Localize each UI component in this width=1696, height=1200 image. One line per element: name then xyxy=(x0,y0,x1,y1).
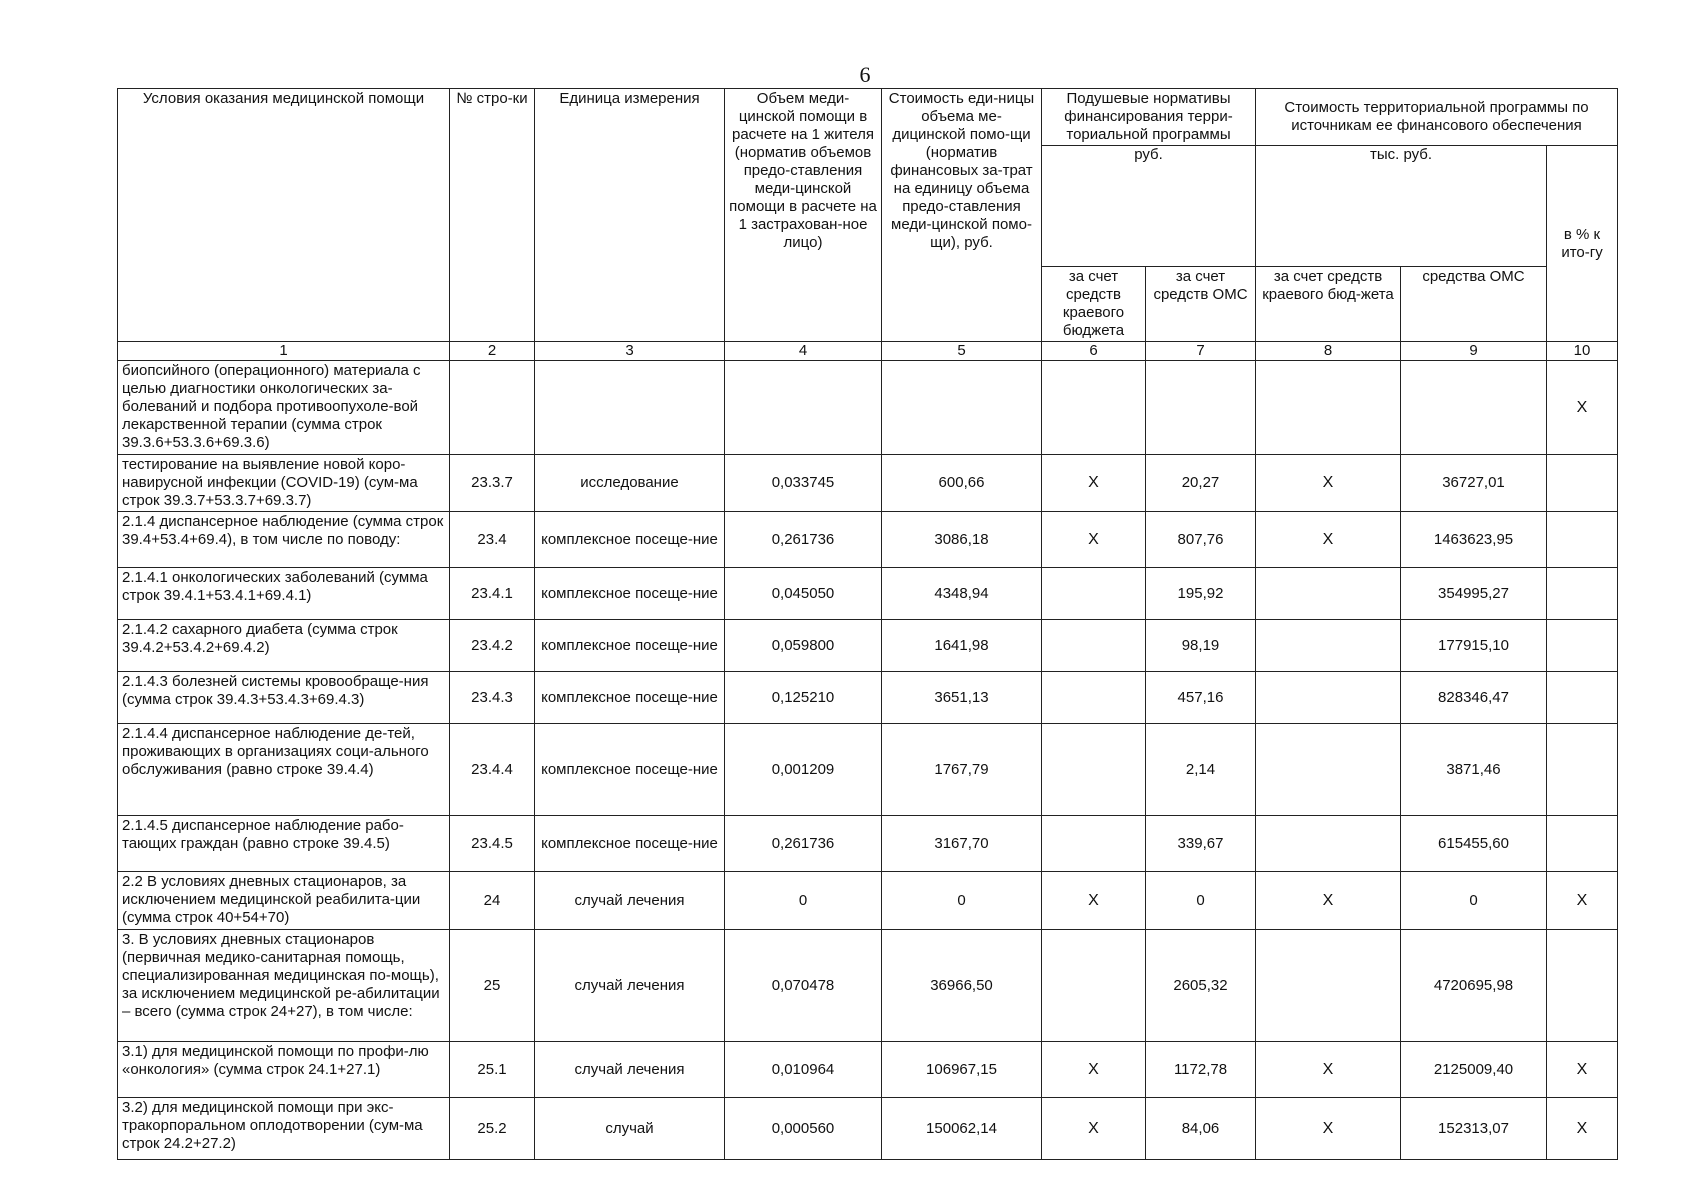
row-volume: 0,059800 xyxy=(725,620,882,672)
row-per-capita-budget xyxy=(1042,620,1146,672)
row-unit: комплексное посеще-ние xyxy=(535,620,725,672)
row-number: 25.1 xyxy=(450,1042,535,1098)
row-per-capita-oms: 98,19 xyxy=(1146,620,1256,672)
row-per-capita-budget xyxy=(1042,930,1146,1042)
row-condition: 2.2 В условиях дневных стационаров, за исключением медицинской реабилита-ции (сумма строк 40+54+70) xyxy=(118,872,450,930)
row-number: 23.4.3 xyxy=(450,672,535,724)
header-conditions: Условия оказания медицинской помощи xyxy=(118,89,450,342)
row-percent xyxy=(1547,930,1618,1042)
table-row xyxy=(118,724,1618,816)
row-unit: случай лечения xyxy=(535,1042,725,1098)
row-per-capita-budget: Х xyxy=(1042,872,1146,930)
row-cost-oms: 615455,60 xyxy=(1401,816,1547,872)
row-volume xyxy=(725,361,882,455)
row-unit-cost: 150062,14 xyxy=(882,1098,1042,1160)
row-per-capita-oms: 0 xyxy=(1146,872,1256,930)
row-volume: 0,261736 xyxy=(725,816,882,872)
row-per-capita-oms: 84,06 xyxy=(1146,1098,1256,1160)
table-row xyxy=(118,455,1618,512)
row-per-capita-oms: 2,14 xyxy=(1146,724,1256,816)
row-unit-cost: 3086,18 xyxy=(882,512,1042,568)
row-percent xyxy=(1547,620,1618,672)
header-cost-oms: средства ОМС xyxy=(1401,267,1547,342)
row-number: 23.4 xyxy=(450,512,535,568)
row-cost-budget xyxy=(1256,361,1401,455)
row-cost-oms: 828346,47 xyxy=(1401,672,1547,724)
row-per-capita-oms: 457,16 xyxy=(1146,672,1256,724)
row-unit-cost: 1641,98 xyxy=(882,620,1042,672)
row-condition: тестирование на выявление новой коро-навирусной инфекции (COVID-19) (сум-ма строк 39.3.7+53.3.7+69.3.7) xyxy=(118,455,450,512)
header-unit: Единица измерения xyxy=(535,89,725,342)
header-cost-budget: за счет средств краевого бюд-жета xyxy=(1256,267,1401,342)
row-condition: 3.1) для медицинской помощи по профи-лю «онкология» (сумма строк 24.1+27.1) xyxy=(118,1042,450,1098)
table-row xyxy=(118,672,1618,724)
column-number: 5 xyxy=(882,342,1042,361)
row-number: 23.4.4 xyxy=(450,724,535,816)
row-percent xyxy=(1547,512,1618,568)
column-number: 6 xyxy=(1042,342,1146,361)
header-row-number: № стро-ки xyxy=(450,89,535,342)
table-row xyxy=(118,568,1618,620)
row-per-capita-oms: 807,76 xyxy=(1146,512,1256,568)
column-number: 10 xyxy=(1547,342,1618,361)
row-unit-cost: 106967,15 xyxy=(882,1042,1042,1098)
row-unit: случай лечения xyxy=(535,930,725,1042)
column-number-row xyxy=(118,342,1618,361)
row-unit: исследование xyxy=(535,455,725,512)
row-cost-oms: 177915,10 xyxy=(1401,620,1547,672)
row-cost-oms: 2125009,40 xyxy=(1401,1042,1547,1098)
row-unit: случай xyxy=(535,1098,725,1160)
row-condition: 3.2) для медицинской помощи при экс-тракорпоральном оплодотворении (сум-ма строк 24.2+27.2) xyxy=(118,1098,450,1160)
row-cost-budget: Х xyxy=(1256,872,1401,930)
column-number: 4 xyxy=(725,342,882,361)
row-unit-cost: 4348,94 xyxy=(882,568,1042,620)
column-number: 1 xyxy=(118,342,450,361)
row-cost-oms: 4720695,98 xyxy=(1401,930,1547,1042)
header-per-capita-group: Подушевые нормативы финансирования терри-ториальной программы xyxy=(1042,89,1256,146)
header-per-capita-oms: за счет средств ОМС xyxy=(1146,267,1256,342)
row-unit-cost: 3167,70 xyxy=(882,816,1042,872)
row-per-capita-oms xyxy=(1146,361,1256,455)
row-number: 23.3.7 xyxy=(450,455,535,512)
table-header xyxy=(118,89,1618,361)
row-condition: 2.1.4.1 онкологических заболеваний (сумма строк 39.4.1+53.4.1+69.4.1) xyxy=(118,568,450,620)
table-row xyxy=(118,930,1618,1042)
row-number: 24 xyxy=(450,872,535,930)
row-cost-budget xyxy=(1256,620,1401,672)
row-per-capita-budget: Х xyxy=(1042,1042,1146,1098)
row-cost-budget xyxy=(1256,816,1401,872)
row-volume: 0,010964 xyxy=(725,1042,882,1098)
header-per-capita-unit: руб. xyxy=(1042,146,1256,267)
row-percent: Х xyxy=(1547,1098,1618,1160)
header-cost-group: Стоимость территориальной программы по источникам ее финансового обеспечения xyxy=(1256,89,1618,146)
column-number: 2 xyxy=(450,342,535,361)
table-row xyxy=(118,620,1618,672)
row-per-capita-budget xyxy=(1042,672,1146,724)
row-unit: комплексное посеще-ние xyxy=(535,816,725,872)
row-percent: Х xyxy=(1547,872,1618,930)
row-unit xyxy=(535,361,725,455)
row-per-capita-budget xyxy=(1042,724,1146,816)
row-per-capita-budget xyxy=(1042,361,1146,455)
row-unit-cost: 1767,79 xyxy=(882,724,1042,816)
header-volume: Объем меди-цинской помощи в расчете на 1 жителя (норматив объемов предо-ставления меди-цинской помощи в расчете на 1 застрахован-ное лицо) xyxy=(725,89,882,342)
row-number xyxy=(450,361,535,455)
row-unit-cost: 600,66 xyxy=(882,455,1042,512)
row-per-capita-oms: 20,27 xyxy=(1146,455,1256,512)
row-unit-cost xyxy=(882,361,1042,455)
row-condition: 2.1.4.4 диспансерное наблюдение де-тей, проживающих в организациях соци-ального обслуживания (равно строке 39.4.4) xyxy=(118,724,450,816)
row-cost-oms: 3871,46 xyxy=(1401,724,1547,816)
row-per-capita-budget: Х xyxy=(1042,455,1146,512)
row-volume: 0,045050 xyxy=(725,568,882,620)
row-number: 23.4.5 xyxy=(450,816,535,872)
row-condition: 2.1.4.3 болезней системы кровообраще-ния (сумма строк 39.4.3+53.4.3+69.4.3) xyxy=(118,672,450,724)
row-volume: 0 xyxy=(725,872,882,930)
row-cost-oms xyxy=(1401,361,1547,455)
row-unit: комплексное посеще-ние xyxy=(535,512,725,568)
header-per-capita-budget: за счет средств краевого бюджета xyxy=(1042,267,1146,342)
row-cost-budget: Х xyxy=(1256,1098,1401,1160)
header-cost-unit: тыс. руб. xyxy=(1256,146,1547,267)
table-row xyxy=(118,512,1618,568)
row-cost-oms: 152313,07 xyxy=(1401,1098,1547,1160)
table-row xyxy=(118,361,1618,455)
row-number: 25.2 xyxy=(450,1098,535,1160)
table-row xyxy=(118,816,1618,872)
row-percent xyxy=(1547,568,1618,620)
row-cost-budget xyxy=(1256,930,1401,1042)
row-per-capita-budget xyxy=(1042,568,1146,620)
row-condition: 2.1.4 диспансерное наблюдение (сумма строк 39.4+53.4+69.4), в том числе по поводу: xyxy=(118,512,450,568)
row-number: 23.4.2 xyxy=(450,620,535,672)
row-number: 23.4.1 xyxy=(450,568,535,620)
row-condition: 3. В условиях дневных стационаров (первичная медико-санитарная помощь, специализированная медицинская по-мощь), за исключением медицинской ре-абилитации – всего (сумма строк 24+27), в том числе: xyxy=(118,930,450,1042)
row-condition: биопсийного (операционного) материала с целью диагностики онкологических за-болеваний и подбора противоопухоле-вой лекарственной терапии (сумма строк 39.3.6+53.3.6+69.3.6) xyxy=(118,361,450,455)
row-per-capita-oms: 195,92 xyxy=(1146,568,1256,620)
row-volume: 0,001209 xyxy=(725,724,882,816)
row-cost-budget xyxy=(1256,724,1401,816)
column-number: 3 xyxy=(535,342,725,361)
row-cost-budget xyxy=(1256,568,1401,620)
row-cost-budget: Х xyxy=(1256,455,1401,512)
program-cost-table xyxy=(117,88,1618,1160)
header-unit-cost: Стоимость еди-ницы объема ме-дицинской помо-щи (норматив финансовых за-трат на единицу объема предо-ставления меди-цинской помо-щи), руб. xyxy=(882,89,1042,342)
row-condition: 2.1.4.5 диспансерное наблюдение рабо-тающих граждан (равно строке 39.4.5) xyxy=(118,816,450,872)
row-volume: 0,261736 xyxy=(725,512,882,568)
row-per-capita-oms: 1172,78 xyxy=(1146,1042,1256,1098)
row-unit: случай лечения xyxy=(535,872,725,930)
row-percent xyxy=(1547,724,1618,816)
row-cost-budget: Х xyxy=(1256,1042,1401,1098)
row-per-capita-budget: Х xyxy=(1042,1098,1146,1160)
page-number: 6 xyxy=(859,62,871,87)
row-volume: 0,000560 xyxy=(725,1098,882,1160)
column-number: 9 xyxy=(1401,342,1547,361)
table-body xyxy=(118,361,1618,1160)
row-per-capita-budget: Х xyxy=(1042,512,1146,568)
header-percent: в % к ито-гу xyxy=(1547,146,1618,342)
row-volume: 0,070478 xyxy=(725,930,882,1042)
row-percent: Х xyxy=(1547,361,1618,455)
row-volume: 0,125210 xyxy=(725,672,882,724)
row-percent xyxy=(1547,672,1618,724)
row-unit: комплексное посеще-ние xyxy=(535,724,725,816)
row-unit: комплексное посеще-ние xyxy=(535,568,725,620)
row-condition: 2.1.4.2 сахарного диабета (сумма строк 39.4.2+53.4.2+69.4.2) xyxy=(118,620,450,672)
table-row xyxy=(118,1098,1618,1160)
row-volume: 0,033745 xyxy=(725,455,882,512)
row-cost-oms: 0 xyxy=(1401,872,1547,930)
row-percent xyxy=(1547,455,1618,512)
column-number: 8 xyxy=(1256,342,1401,361)
row-unit-cost: 0 xyxy=(882,872,1042,930)
column-number: 7 xyxy=(1146,342,1256,361)
table-row xyxy=(118,1042,1618,1098)
row-cost-oms: 1463623,95 xyxy=(1401,512,1547,568)
row-per-capita-oms: 2605,32 xyxy=(1146,930,1256,1042)
table-row xyxy=(118,872,1618,930)
row-unit: комплексное посеще-ние xyxy=(535,672,725,724)
row-unit-cost: 36966,50 xyxy=(882,930,1042,1042)
row-percent xyxy=(1547,816,1618,872)
row-per-capita-budget xyxy=(1042,816,1146,872)
row-percent: Х xyxy=(1547,1042,1618,1098)
row-number: 25 xyxy=(450,930,535,1042)
row-cost-oms: 36727,01 xyxy=(1401,455,1547,512)
row-cost-budget: Х xyxy=(1256,512,1401,568)
row-cost-oms: 354995,27 xyxy=(1401,568,1547,620)
row-per-capita-oms: 339,67 xyxy=(1146,816,1256,872)
row-unit-cost: 3651,13 xyxy=(882,672,1042,724)
row-cost-budget xyxy=(1256,672,1401,724)
